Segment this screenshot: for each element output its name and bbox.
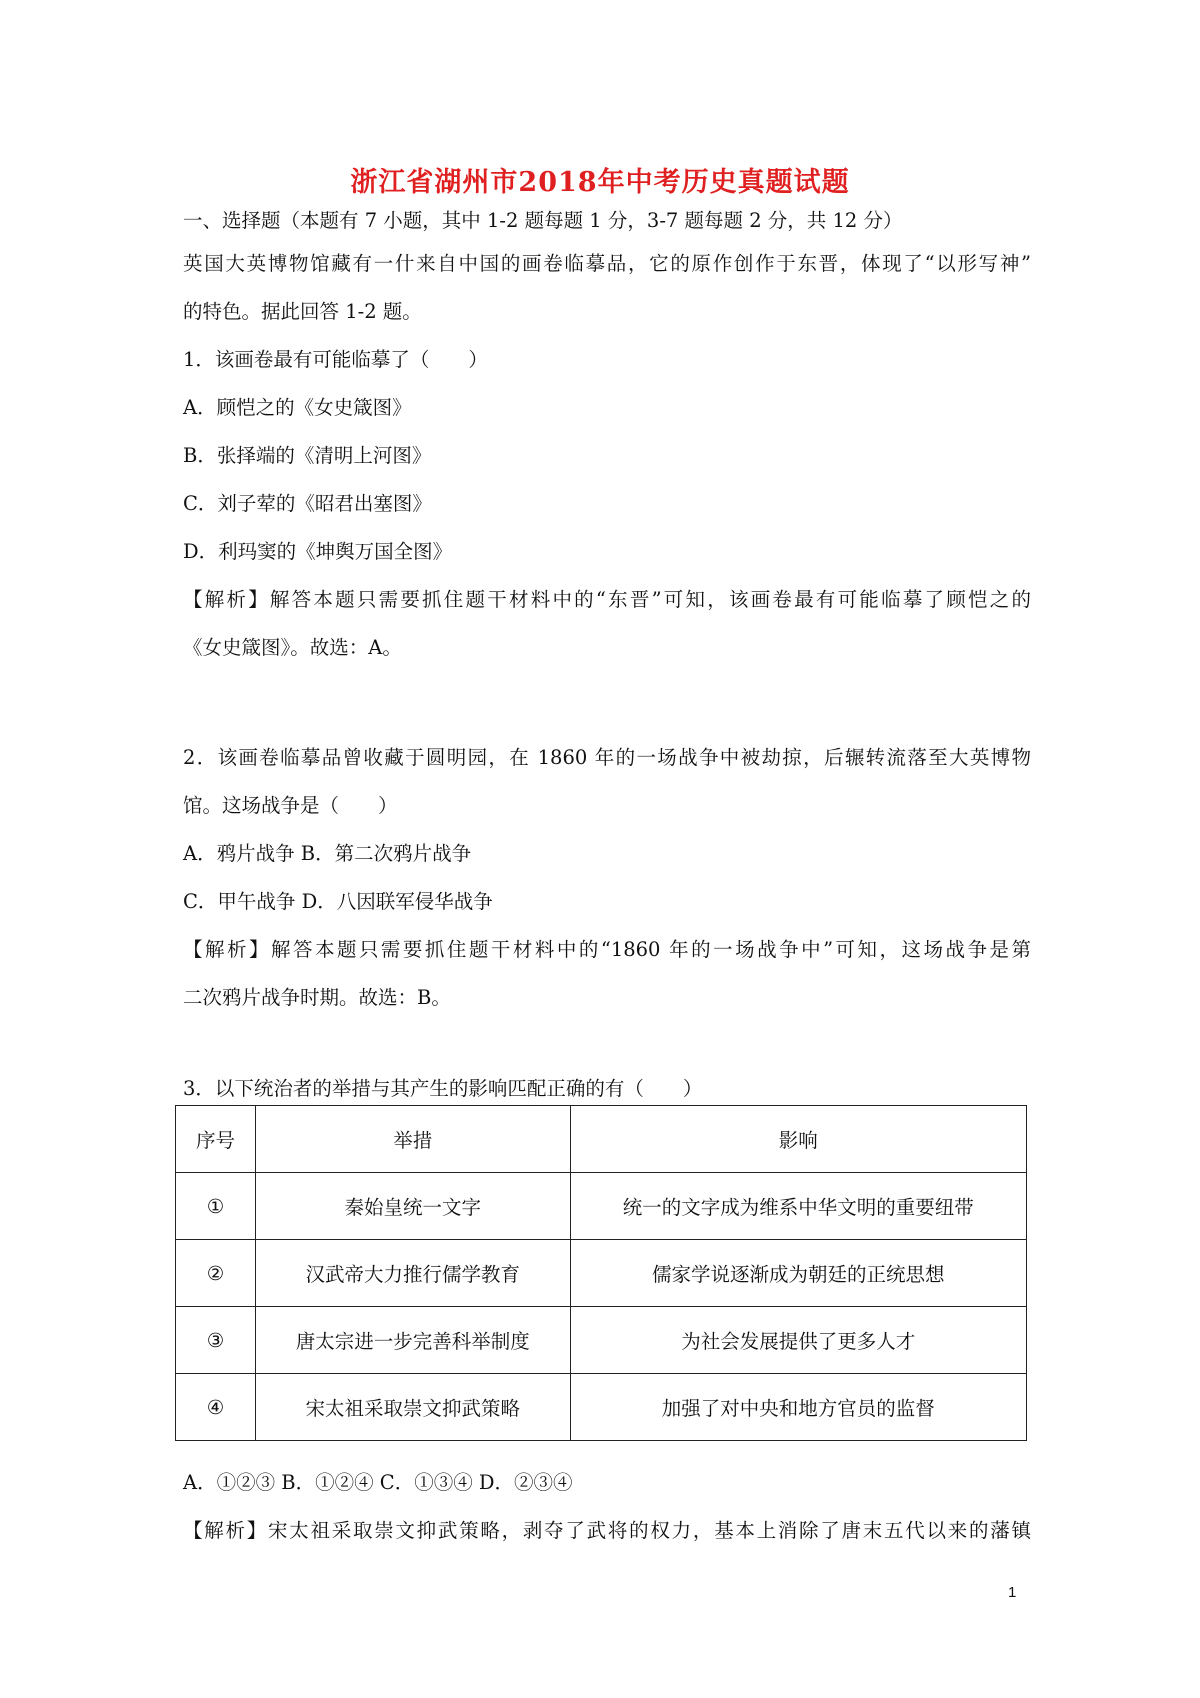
table-cell-impact: 为社会发展提供了更多人才 [570, 1307, 1026, 1374]
table-cell-impact: 统一的文字成为维系中华文明的重要纽带 [570, 1173, 1026, 1240]
table-row [176, 1374, 1027, 1441]
table-header-cell: 序号 [176, 1106, 256, 1173]
question-3-table [175, 1105, 1027, 1441]
table-cell-measure: 唐太宗进一步完善科举制度 [255, 1307, 570, 1374]
table-header-cell: 举措 [255, 1106, 570, 1173]
table-cell-measure: 秦始皇统一文字 [255, 1173, 570, 1240]
table-row [176, 1240, 1027, 1307]
question-2-options-line-2: C．甲午战争 D．八因联军侵华战争 [183, 890, 493, 913]
question-1-option-a: A．顾恺之的《女史箴图》 [183, 396, 412, 419]
table-cell-number: ③ [176, 1307, 256, 1374]
table-header-cell: 影响 [570, 1106, 1026, 1173]
table-cell-impact: 儒家学说逐渐成为朝廷的正统思想 [570, 1240, 1026, 1307]
question-1-analysis-line-2: 《女史箴图》。故选：A。 [183, 636, 402, 659]
table-row [176, 1173, 1027, 1240]
table-header-row [176, 1106, 1027, 1173]
question-3-analysis-line-1: 【解析】宋太祖采取崇文抑武策略，剥夺了武将的权力，基本上消除了唐末五代以来的藩镇 [183, 1519, 1031, 1542]
question-2-stem-line-1: 2．该画卷临摹品曾收藏于圆明园，在 1860 年的一场战争中被劫掠，后辗转流落至大英博物 [183, 746, 1031, 769]
question-1-option-d: D．利玛窦的《坤舆万国全图》 [183, 540, 453, 563]
section-heading: 一、选择题（本题有 7 小题，其中 1-2 题每题 1 分，3-7 题每题 2 分，共 12 分） [183, 209, 903, 232]
table-cell-number: ④ [176, 1374, 256, 1441]
question-3-stem: 3．以下统治者的举措与其产生的影响匹配正确的有（ ） [183, 1077, 703, 1100]
question-2-stem-line-2: 馆。这场战争是（ ） [183, 794, 398, 817]
intro-text-line-1: 英国大英博物馆藏有一什来自中国的画卷临摹品，它的原作创作于东晋，体现了“以形写神” [183, 252, 1031, 275]
question-2-analysis-line-2: 二次鸦片战争时期。故选：B。 [183, 986, 451, 1009]
intro-text-line-2: 的特色。据此回答 1-2 题。 [183, 300, 422, 323]
question-1-stem: 1．该画卷最有可能临摹了（ ） [183, 348, 488, 371]
table-cell-measure: 宋太祖采取崇文抑武策略 [255, 1374, 570, 1441]
page-number: 1 [1008, 1584, 1017, 1601]
page-title: 浙江省湖州市2018年中考历史真题试题 [350, 167, 850, 198]
question-3-options: A．①②③ B．①②④ C．①③④ D．②③④ [183, 1471, 573, 1494]
question-1-analysis-line-1: 【解析】解答本题只需要抓住题干材料中的“东晋”可知，该画卷最有可能临摹了顾恺之的 [183, 588, 1031, 611]
table-cell-impact: 加强了对中央和地方官员的监督 [570, 1374, 1026, 1441]
question-1-option-c: C．刘子荤的《昭君出塞图》 [183, 492, 432, 515]
table-cell-number: ② [176, 1240, 256, 1307]
question-1-option-b: B．张择端的《清明上河图》 [183, 444, 432, 467]
question-2-analysis-line-1: 【解析】解答本题只需要抓住题干材料中的“1860 年的一场战争中”可知，这场战争是第 [183, 938, 1031, 961]
table-row [176, 1307, 1027, 1374]
table-cell-number: ① [176, 1173, 256, 1240]
question-2-options-line-1: A．鸦片战争 B．第二次鸦片战争 [183, 842, 472, 865]
table-cell-measure: 汉武帝大力推行儒学教育 [255, 1240, 570, 1307]
